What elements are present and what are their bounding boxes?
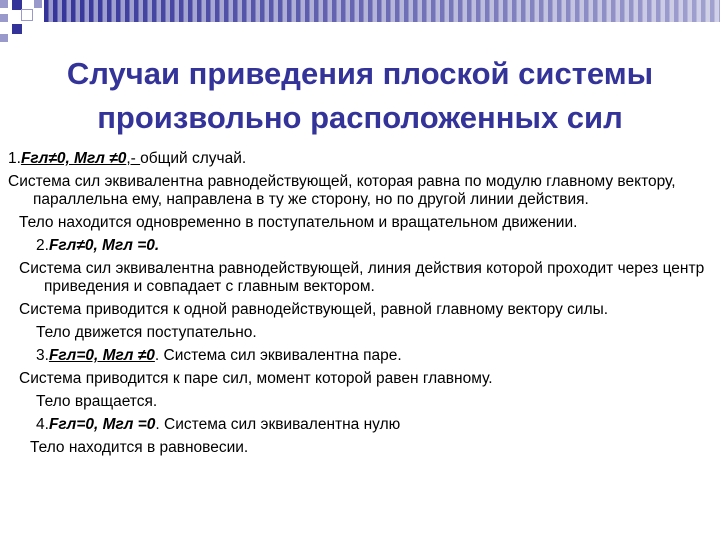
item-number: 3. [36, 347, 49, 364]
condition: Fгл≠0, Мгл =0. [48, 237, 160, 254]
condition: Fгл=0, Мгл ≠0 [48, 347, 155, 364]
case-2-heading [8, 237, 708, 255]
paragraph: Тело находится в равновесии. [30, 439, 249, 456]
checkered-band [44, 0, 720, 22]
slide-body [8, 150, 708, 462]
item-number: 1. [8, 150, 21, 167]
paragraph: Система сил эквивалентна равнодействующей, которая равна по модулю главному вектору, параллельна ему, направлена в ту же сторону, но по другой линии действия. [8, 173, 676, 208]
slide-title: Случаи приведения плоской системы произвольно расположенных сил [66, 56, 654, 135]
deco-square [0, 14, 8, 22]
item-number: 2. [36, 237, 49, 254]
deco-square [22, 10, 32, 20]
case-1-heading [8, 150, 708, 168]
item-number: 4. [36, 416, 49, 433]
paragraph: Система приводится к одной равнодействующей, равной главному вектору силы. [19, 301, 609, 318]
paragraph: Система сил эквивалентна равнодействующей, линия действия которой проходит через центр приведения и совпадает с главным вектором. [19, 260, 705, 295]
deco-square [12, 0, 22, 10]
paragraph: Тело движется поступательно. [36, 324, 257, 341]
separator: . [155, 416, 165, 433]
paragraph: Система приводится к паре сил, момент которой равен главному. [19, 370, 493, 387]
condition: Fгл=0, Мгл =0 [48, 416, 156, 433]
case-4-heading [8, 416, 708, 434]
separator: ,- [126, 150, 141, 167]
deco-square [34, 0, 42, 8]
item-text: общий случай. [140, 150, 247, 167]
item-text: Система сил эквивалентна нулю [164, 416, 401, 433]
item-text: Система сил эквивалентна паре. [163, 347, 402, 364]
separator: . [154, 347, 164, 364]
decorative-squares-header [0, 0, 720, 48]
paragraph: Тело вращается. [36, 393, 158, 410]
deco-square [0, 0, 8, 8]
deco-square [12, 24, 22, 34]
condition: Fгл≠0, Мгл ≠0 [20, 150, 127, 167]
paragraph: Тело находится одновременно в поступательном и вращательном движении. [19, 214, 578, 231]
deco-square [0, 34, 8, 42]
case-3-heading [8, 347, 708, 365]
